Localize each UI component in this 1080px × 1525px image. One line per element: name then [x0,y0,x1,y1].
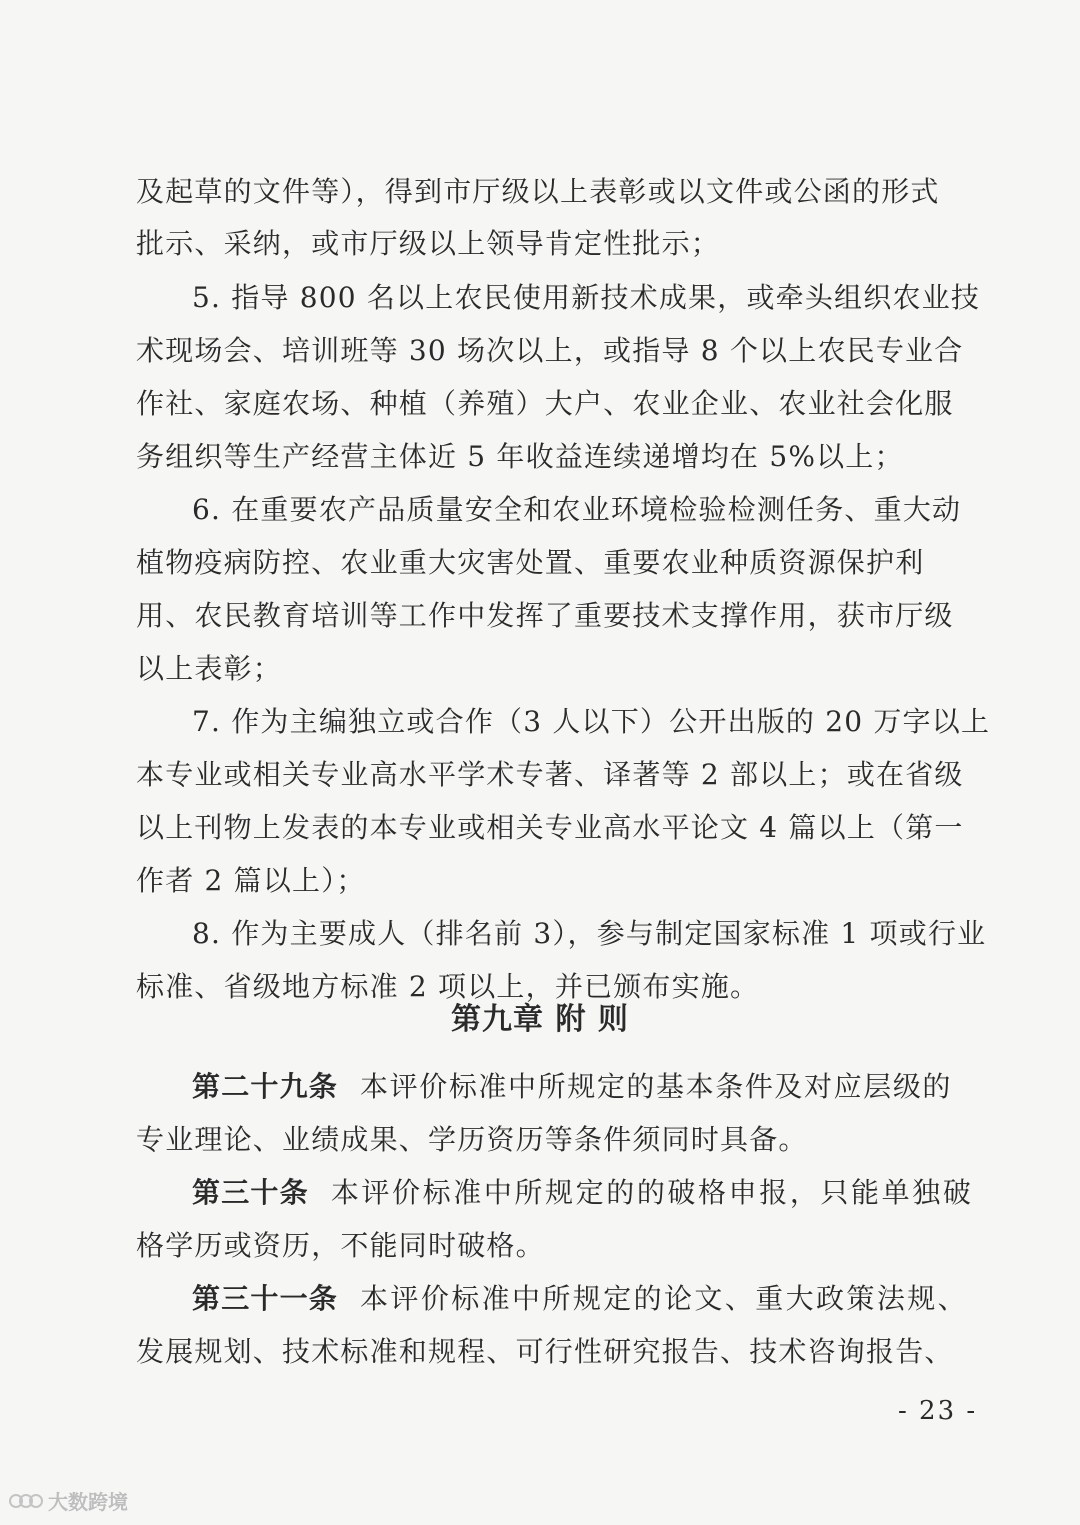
watermark [8,1486,128,1515]
item-7-line-1: 7. 作为主编独立或合作（3 人以下）公开出版的 20 万字以上 [192,705,991,738]
item-5-line-4: 务组织等生产经营主体近 5 年收益连续递增均在 5%以上； [136,440,904,473]
item-5-line-3: 作社、家庭农场、种植（养殖）大户、农业企业、农业社会化服 [136,387,954,420]
article-30-text: 本评价标准中所规定的的破格申报，只能单独破 [330,1176,974,1209]
article-31-label: 第三十一条 [192,1282,339,1315]
page-number: - 23 - [898,1396,978,1426]
article-29-line-2: 专业理论、业绩成果、学历资历等条件须同时具备。 [136,1123,808,1156]
item-6-line-4: 以上表彰； [136,652,283,685]
article-29-text: 本评价标准中所规定的基本条件及对应层级的 [360,1070,953,1103]
item-6-line-3: 用、农民教育培训等工作中发挥了重要技术支撑作用，获市厅级 [136,599,954,632]
article-31-line-1 [192,1281,969,1317]
item-7-line-2: 本专业或相关专业高水平学术专著、译著等 2 部以上；或在省级 [136,758,964,791]
chapter-heading: 第九章 附 则 [451,1002,629,1037]
item-7-line-4: 作者 2 篇以上）； [136,864,366,897]
article-30-line-1 [192,1175,974,1211]
article-29-label: 第二十九条 [192,1070,339,1103]
article-31-text: 本评价标准中所规定的论文、重大政策法规、 [360,1282,969,1315]
item-5-line-1: 5. 指导 800 名以上农民使用新技术成果，或牵头组织农业技 [192,281,981,314]
item-6-line-1: 6. 在重要农产品质量安全和农业环境检验检测任务、重大动 [192,493,962,526]
body-line-1: 及起草的文件等），得到市厅级以上表彰或以文件或公函的形式 [136,175,940,208]
article-30-label: 第三十条 [192,1176,309,1209]
watermark-text: 大数跨境 [48,1490,128,1514]
watermark-logo-icon [8,1491,44,1511]
item-8-line-2: 标准、省级地方标准 2 项以上，并已颁布实施。 [136,970,760,1003]
body-line-2: 批示、采纳，或市厅级以上领导肯定性批示； [136,227,721,260]
item-8-line-1: 8. 作为主要成人（排名前 3），参与制定国家标准 1 项或行业 [192,917,987,950]
article-29-line-1 [192,1069,951,1105]
article-31-line-2: 发展规划、技术标准和规程、可行性研究报告、技术咨询报告、 [136,1335,954,1368]
item-5-line-2: 术现场会、培训班等 30 场次以上，或指导 8 个以上农民专业合 [136,334,964,367]
article-30-line-2: 格学历或资历，不能同时破格。 [136,1229,545,1262]
item-7-line-3: 以上刊物上发表的本专业或相关专业高水平论文 4 篇以上（第一 [136,811,964,844]
item-6-line-2: 植物疫病防控、农业重大灾害处置、重要农业种质资源保护利 [136,546,925,579]
